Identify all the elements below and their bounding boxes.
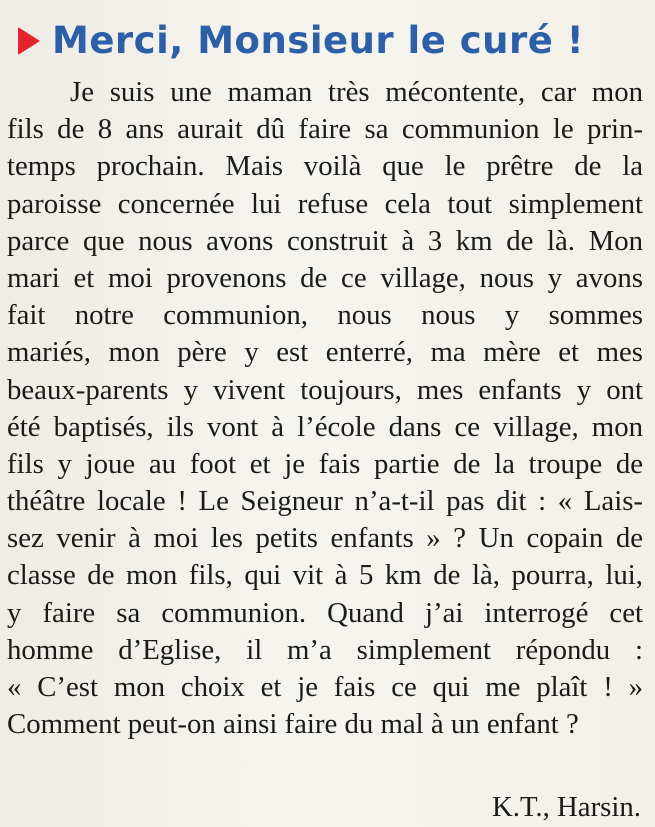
- letter-line-14: classe de mon fils, qui vit à 5 km de là, pourra, lui,: [7, 559, 643, 592]
- letter-line-16: homme d’Eglise, il m’a simplement répondu :: [7, 633, 643, 666]
- letter-headline: [18, 14, 584, 66]
- letter-line-4: paroisse concernée lui refuse cela tout simplement: [7, 187, 643, 220]
- letter-signature: K.T., Harsin.: [491, 791, 641, 823]
- letter-body: [7, 74, 643, 743]
- letter-line-18: Comment peut-on ainsi faire du mal à un enfant ?: [7, 708, 579, 741]
- letter-line-13: sez venir à moi les petits enfants » ? Un copain de: [7, 522, 643, 555]
- letter-line-8: mariés, mon père y est enterré, ma mère et mes: [7, 336, 643, 369]
- letter-line-1: Je suis une maman très mécontente, car mon: [70, 76, 643, 108]
- letter-line-2: fils de 8 ans aurait dû faire sa communion le prin-: [7, 113, 643, 146]
- letter-line-9: beaux-parents y vivent toujours, mes enfants y ont: [7, 373, 643, 406]
- letter-line-11: fils y joue au foot et je fais partie de la troupe de: [7, 447, 643, 480]
- letter-line-3: temps prochain. Mais voilà que le prêtre de la: [7, 150, 643, 183]
- letter-line-10: été baptisés, ils vont à l’école dans ce village, mon: [7, 410, 643, 443]
- letter-line-15: y faire sa communion. Quand j’ai interrogé cet: [7, 596, 643, 629]
- letter-line-17: « C’est mon choix et je fais ce qui me plaît ! »: [7, 671, 643, 703]
- letter-line-6: mari et moi provenons de ce village, nous y avons: [7, 261, 643, 294]
- letter-title: Merci, Monsieur le curé !: [52, 18, 585, 62]
- letter-line-12: théâtre locale ! Le Seigneur n’a-t-il pas dit : « Lais-: [7, 485, 643, 518]
- letter-line-7: fait notre communion, nous nous y sommes: [7, 299, 643, 332]
- letter-line-5: parce que nous avons construit à 3 km de là. Mon: [7, 224, 643, 257]
- triangle-bullet-icon: [18, 27, 40, 55]
